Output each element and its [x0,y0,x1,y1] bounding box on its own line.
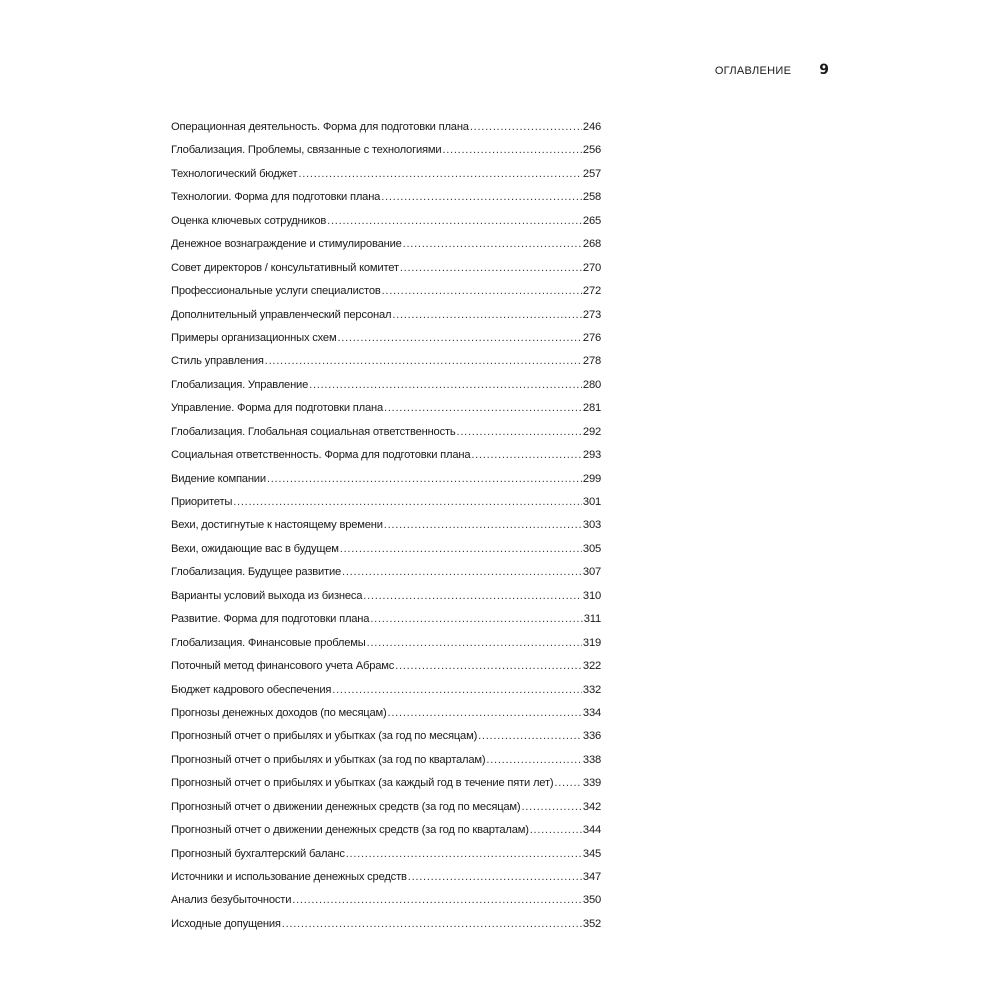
toc-entry-page: 301 [582,496,601,508]
toc-entry-title: Совет директоров / консультативный комитет [171,261,399,274]
toc-entry-title: Глобализация. Управление [171,378,309,391]
toc-entry [171,543,601,566]
dot-leader [521,801,581,813]
toc-entry-title: Прогнозный отчет о прибылях и убытках (за год по месяцам) [171,730,478,743]
dot-leader [267,473,582,485]
dot-leader [554,777,582,789]
toc-entry [171,707,601,730]
toc-entry-title: Глобализация. Проблемы, связанные с технологиями [171,144,442,157]
toc-entry-title: Глобализация. Глобальная социальная ответственность [171,425,456,438]
toc-entry-title: Видение компании [171,472,266,485]
toc-entry-page: 246 [582,121,601,133]
toc-entry [171,637,601,660]
toc-entry [171,191,601,214]
dot-leader [384,402,582,414]
toc-entry-page: 293 [582,449,601,462]
toc-entry-page: 256 [582,144,601,157]
toc-entry [171,566,601,589]
dot-leader [370,613,582,625]
toc-entry-page: 352 [582,917,601,930]
toc-entry [171,379,601,402]
toc-entry-title: Прогнозы денежных доходов (по месяцам) [171,706,387,719]
toc-entry-title: Прогнозный бухгалтерский баланс [171,847,345,860]
toc-entry [171,801,601,824]
dot-leader [327,215,582,227]
dot-leader [363,590,582,602]
running-header [715,62,829,78]
toc-entry-title: Исходные допущения [171,917,281,930]
toc-entry [171,894,601,917]
toc-entry-page: 276 [582,331,601,344]
dot-leader [400,262,582,274]
dot-leader [478,730,582,742]
dot-leader [309,379,582,391]
toc-entry-title: Прогнозный отчет о прибылях и убытках (за каждый год в течение пяти лет) [171,777,554,790]
dot-leader [367,637,582,649]
toc-entry-page: 338 [582,753,601,766]
toc-entry-page: 270 [582,261,601,274]
toc-entry-title: Стиль управления [171,355,264,368]
toc-entry [171,848,601,871]
dot-leader [530,824,582,836]
toc-entry-page: 280 [582,378,601,391]
dot-leader [298,168,582,180]
toc-entry-page: 334 [582,706,601,719]
toc-entry [171,519,601,542]
toc-entry [171,777,601,800]
toc-entry-title: Технологический бюджет [171,167,298,180]
toc-entry-page: 292 [582,425,601,438]
toc-entry [171,262,601,285]
toc-entry-page: 265 [582,214,601,227]
toc-entry-title: Денежное вознаграждение и стимулирование [171,238,402,251]
toc-entry-title: Профессиональные услуги специалистов [171,285,381,298]
toc-entry-title: Дополнительный управленческий персонал [171,308,392,321]
dot-leader [282,918,582,930]
toc-entry-title: Прогнозный отчет о движении денежных средств (за год по кварталам) [171,824,529,837]
toc-entry [171,754,601,777]
toc-entry-title: Источники и использование денежных средств [171,871,407,883]
toc-entry-page: 268 [582,238,601,251]
toc-entry [171,332,601,355]
toc-entry-page: 342 [582,800,601,813]
toc-entry [171,121,601,144]
toc-entry-title: Глобализация. Будущее развитие [171,566,342,579]
toc-entry-page: 319 [582,636,601,649]
toc-entry-title: Глобализация. Финансовые проблемы [171,636,366,649]
toc-entry-page: 322 [582,660,601,673]
toc-entry-title: Управление. Форма для подготовки плана [171,402,383,415]
toc-entry-page: 307 [582,566,601,579]
toc-entry-page: 350 [582,894,601,907]
toc-entry-title: Технологии. Форма для подготовки плана [171,191,381,204]
toc-entry-page: 347 [582,871,601,883]
toc-entry [171,309,601,332]
dot-leader [408,871,582,883]
dot-leader [486,754,582,766]
toc-entry-title: Прогнозный отчет о движении денежных средств (за год по месяцам) [171,800,521,813]
toc-entry-page: 273 [582,308,601,321]
dot-leader [332,684,582,696]
toc-entry [171,285,601,308]
toc-entry [171,730,601,753]
toc-entry-title: Варианты условий выхода из бизнеса [171,589,363,602]
toc-entry [171,426,601,449]
toc-entry [171,449,601,472]
toc-entry-page: 257 [582,167,601,180]
dot-leader [392,309,582,321]
toc-entry-title: Операционная деятельность. Форма для подготовки плана [171,121,469,133]
dot-leader [395,660,582,672]
toc-entry-title: Бюджет кадрового обеспечения [171,683,332,696]
toc-entry-page: 339 [582,777,601,790]
toc-entry-page: 258 [582,191,601,204]
dot-leader [382,285,582,297]
toc-entry [171,402,601,425]
toc-entry-page: 305 [582,542,601,555]
dot-leader [342,566,582,578]
dot-leader [384,519,582,531]
toc-entry-page: 272 [582,285,601,298]
toc-entry-title: Анализ безубыточности [171,894,292,907]
toc-entry-title: Развитие. Форма для подготовки плана [171,613,370,626]
toc-entry [171,684,601,707]
dot-leader [403,238,582,250]
toc-entry-page: 344 [582,824,601,837]
dot-leader [388,707,582,719]
toc-entry [171,918,601,941]
toc-entry-title: Вехи, ожидающие вас в будущем [171,542,339,555]
toc-entry-page: 299 [582,472,601,485]
toc-entry-title: Вехи, достигнутые к настоящему времени [171,519,383,532]
toc-entry-title: Примеры организационных схем [171,331,337,344]
toc-entry [171,238,601,261]
toc-entry-page: 278 [582,355,601,368]
toc-entry [171,871,601,894]
toc-entry [171,660,601,683]
toc-entry [171,215,601,238]
dot-leader [471,449,582,461]
toc-entry-title: Приоритеты [171,496,233,508]
toc-entry-page: 311 [583,613,601,626]
dot-leader [337,332,581,344]
dot-leader [346,848,582,860]
dot-leader [292,894,582,906]
toc-entry [171,496,601,519]
toc-entry-page: 336 [582,730,601,743]
page-number: 9 [819,62,829,78]
dot-leader [265,355,582,367]
dot-leader [470,121,582,133]
toc-entry [171,355,601,378]
toc-entry-page: 345 [582,847,601,860]
table-of-contents [171,121,601,941]
toc-entry-page: 332 [582,683,601,696]
toc-entry [171,613,601,636]
dot-leader [381,191,582,203]
toc-entry-title: Прогнозный отчет о прибылях и убытках (за год по кварталам) [171,753,486,766]
toc-entry-title: Оценка ключевых сотрудников [171,214,327,227]
toc-entry [171,824,601,847]
toc-entry [171,590,601,613]
toc-entry-page: 281 [582,402,601,415]
dot-leader [340,543,582,555]
dot-leader [457,426,582,438]
toc-entry [171,473,601,496]
toc-entry [171,168,601,191]
section-title: ОГЛАВЛЕНИЕ [714,65,792,77]
toc-entry-page: 303 [582,519,601,532]
toc-entry-page: 310 [582,589,601,602]
toc-entry-title: Социальная ответственность. Форма для подготовки плана [171,449,471,462]
dot-leader [233,496,582,508]
toc-entry-title: Поточный метод финансового учета Абрамс [171,660,395,673]
toc-entry [171,144,601,167]
dot-leader [442,144,582,156]
